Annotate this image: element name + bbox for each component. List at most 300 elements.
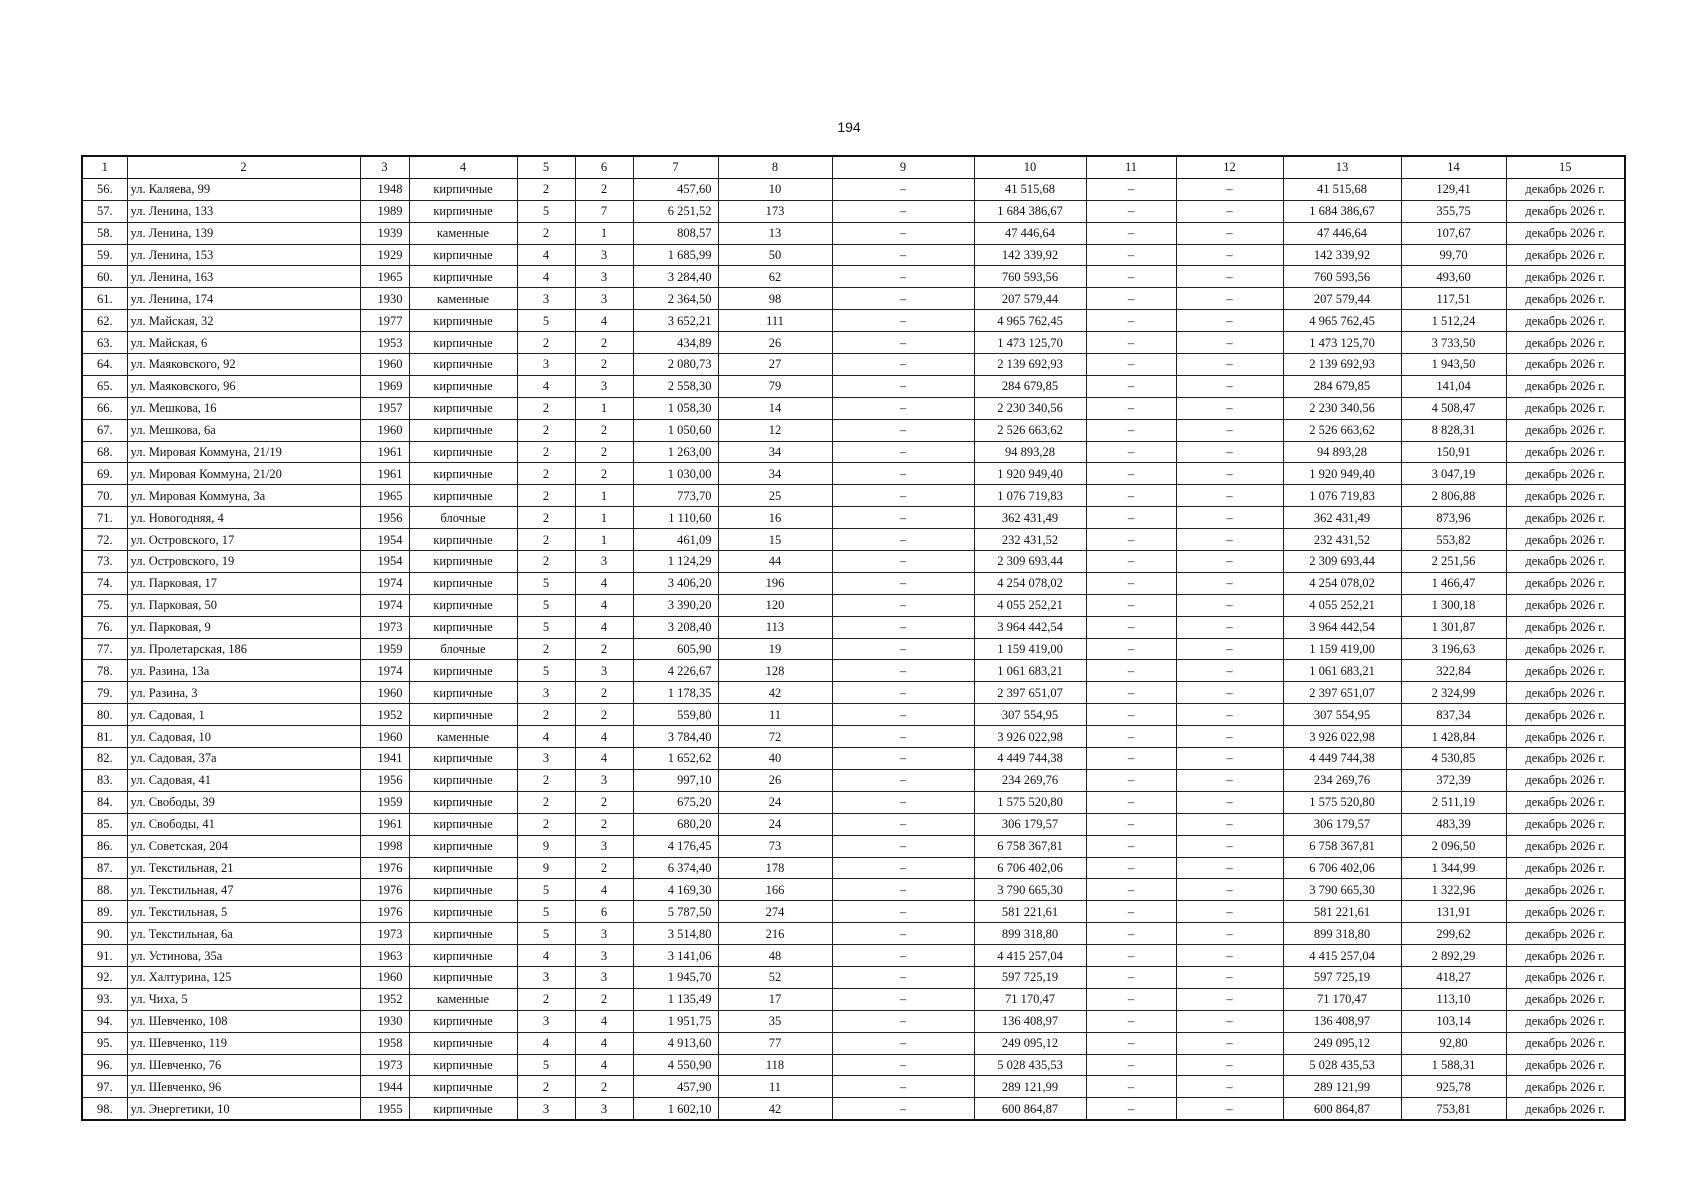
col-11-cell: – [1086, 988, 1176, 1010]
wall-material-cell: кирпичные [409, 769, 517, 791]
entrances-cell: 2 [575, 441, 633, 463]
deadline-cell: декабрь 2026 г. [1506, 879, 1625, 901]
entrances-cell: 1 [575, 222, 633, 244]
cost-col-13-cell: 289 121,99 [1283, 1076, 1401, 1098]
deadline-cell: декабрь 2026 г. [1506, 857, 1625, 879]
floors-cell: 3 [517, 1010, 575, 1032]
row-number-cell: 82. [82, 748, 127, 770]
cost-col-13-cell: 3 926 022,98 [1283, 726, 1401, 748]
col-9-cell: – [832, 397, 974, 419]
col-9-cell: – [832, 1010, 974, 1032]
table-row [82, 354, 1625, 376]
col-12-cell: – [1176, 1010, 1283, 1032]
area-cell: 6 251,52 [633, 200, 718, 222]
cost-col-13-cell: 6 758 367,81 [1283, 835, 1401, 857]
cost-col-13-cell: 2 139 692,93 [1283, 354, 1401, 376]
wall-material-cell: кирпичные [409, 1076, 517, 1098]
cost-per-unit-cell: 553,82 [1401, 529, 1506, 551]
deadline-cell: декабрь 2026 г. [1506, 966, 1625, 988]
col-12-cell: – [1176, 244, 1283, 266]
year-built-cell: 1960 [360, 682, 409, 704]
entrances-cell: 3 [575, 945, 633, 967]
year-built-cell: 1952 [360, 988, 409, 1010]
col-9-cell: – [832, 879, 974, 901]
col-12-cell: – [1176, 1032, 1283, 1054]
col-11-cell: – [1086, 419, 1176, 441]
wall-material-cell: кирпичные [409, 813, 517, 835]
area-cell: 4 176,45 [633, 835, 718, 857]
residents-cell: 11 [718, 704, 832, 726]
area-cell: 605,90 [633, 638, 718, 660]
residents-cell: 173 [718, 200, 832, 222]
col-11-cell: – [1086, 507, 1176, 529]
row-number-cell: 93. [82, 988, 127, 1010]
table-row [82, 769, 1625, 791]
wall-material-cell: кирпичные [409, 835, 517, 857]
wall-material-cell: кирпичные [409, 266, 517, 288]
cost-col-13-cell: 232 431,52 [1283, 529, 1401, 551]
deadline-cell: декабрь 2026 г. [1506, 1010, 1625, 1032]
entrances-cell: 3 [575, 551, 633, 573]
cost-col-13-cell: 47 446,64 [1283, 222, 1401, 244]
table-row [82, 441, 1625, 463]
residents-cell: 17 [718, 988, 832, 1010]
cost-col-13-cell: 5 028 435,53 [1283, 1054, 1401, 1076]
area-cell: 3 208,40 [633, 616, 718, 638]
col-11-cell: – [1086, 945, 1176, 967]
address-cell: ул. Садовая, 1 [127, 704, 360, 726]
table-row [82, 310, 1625, 332]
entrances-cell: 1 [575, 397, 633, 419]
col-11-cell: – [1086, 704, 1176, 726]
col-9-cell: – [832, 966, 974, 988]
floors-cell: 2 [517, 178, 575, 200]
cost-total-cell: 597 725,19 [974, 966, 1086, 988]
table-row [82, 529, 1625, 551]
cost-col-13-cell: 207 579,44 [1283, 288, 1401, 310]
cost-per-unit-cell: 117,51 [1401, 288, 1506, 310]
cost-col-13-cell: 597 725,19 [1283, 966, 1401, 988]
row-number-cell: 71. [82, 507, 127, 529]
row-number-cell: 87. [82, 857, 127, 879]
floors-cell: 3 [517, 288, 575, 310]
wall-material-cell: кирпичные [409, 966, 517, 988]
entrances-cell: 4 [575, 616, 633, 638]
row-number-cell: 66. [82, 397, 127, 419]
entrances-cell: 4 [575, 879, 633, 901]
area-cell: 2 558,30 [633, 375, 718, 397]
cost-col-13-cell: 1 473 125,70 [1283, 332, 1401, 354]
residents-cell: 42 [718, 682, 832, 704]
col-9-cell: – [832, 791, 974, 813]
cost-total-cell: 2 230 340,56 [974, 397, 1086, 419]
entrances-cell: 2 [575, 638, 633, 660]
col-9-cell: – [832, 200, 974, 222]
cost-per-unit-cell: 372,39 [1401, 769, 1506, 791]
col-9-cell: – [832, 660, 974, 682]
cost-total-cell: 4 254 078,02 [974, 572, 1086, 594]
residents-cell: 113 [718, 616, 832, 638]
cost-col-13-cell: 284 679,85 [1283, 375, 1401, 397]
row-number-cell: 58. [82, 222, 127, 244]
address-cell: ул. Маяковского, 96 [127, 375, 360, 397]
area-cell: 1 945,70 [633, 966, 718, 988]
col-12-cell: – [1176, 310, 1283, 332]
wall-material-cell: каменные [409, 726, 517, 748]
entrances-cell: 1 [575, 529, 633, 551]
area-cell: 1 110,60 [633, 507, 718, 529]
entrances-cell: 4 [575, 310, 633, 332]
cost-per-unit-cell: 4 508,47 [1401, 397, 1506, 419]
row-number-cell: 83. [82, 769, 127, 791]
address-cell: ул. Устинова, 35а [127, 945, 360, 967]
cost-col-13-cell: 2 397 651,07 [1283, 682, 1401, 704]
row-number-cell: 64. [82, 354, 127, 376]
year-built-cell: 1974 [360, 572, 409, 594]
year-built-cell: 1961 [360, 463, 409, 485]
cost-col-13-cell: 581 221,61 [1283, 901, 1401, 923]
cost-total-cell: 2 526 663,62 [974, 419, 1086, 441]
year-built-cell: 1960 [360, 419, 409, 441]
wall-material-cell: кирпичные [409, 1032, 517, 1054]
deadline-cell: декабрь 2026 г. [1506, 332, 1625, 354]
col-12-cell: – [1176, 835, 1283, 857]
cost-total-cell: 362 431,49 [974, 507, 1086, 529]
cost-total-cell: 4 449 744,38 [974, 748, 1086, 770]
wall-material-cell: кирпичные [409, 375, 517, 397]
cost-per-unit-cell: 2 511,19 [1401, 791, 1506, 813]
entrances-cell: 3 [575, 660, 633, 682]
entrances-cell: 3 [575, 835, 633, 857]
residents-cell: 72 [718, 726, 832, 748]
col-9-cell: – [832, 835, 974, 857]
residents-cell: 34 [718, 463, 832, 485]
col-9-cell: – [832, 988, 974, 1010]
residents-cell: 40 [718, 748, 832, 770]
wall-material-cell: кирпичные [409, 419, 517, 441]
address-cell: ул. Текстильная, 47 [127, 879, 360, 901]
column-header-8: 8 [718, 156, 832, 178]
address-cell: ул. Садовая, 37а [127, 748, 360, 770]
cost-per-unit-cell: 2 251,56 [1401, 551, 1506, 573]
cost-total-cell: 307 554,95 [974, 704, 1086, 726]
entrances-cell: 6 [575, 901, 633, 923]
col-11-cell: – [1086, 397, 1176, 419]
deadline-cell: декабрь 2026 г. [1506, 354, 1625, 376]
cost-col-13-cell: 760 593,56 [1283, 266, 1401, 288]
col-11-cell: – [1086, 923, 1176, 945]
col-11-cell: – [1086, 813, 1176, 835]
area-cell: 773,70 [633, 485, 718, 507]
cost-total-cell: 41 515,68 [974, 178, 1086, 200]
residents-cell: 111 [718, 310, 832, 332]
floors-cell: 5 [517, 616, 575, 638]
cost-per-unit-cell: 1 301,87 [1401, 616, 1506, 638]
cost-total-cell: 760 593,56 [974, 266, 1086, 288]
year-built-cell: 1957 [360, 397, 409, 419]
wall-material-cell: кирпичные [409, 572, 517, 594]
cost-col-13-cell: 71 170,47 [1283, 988, 1401, 1010]
column-header-4: 4 [409, 156, 517, 178]
col-11-cell: – [1086, 222, 1176, 244]
cost-total-cell: 1 061 683,21 [974, 660, 1086, 682]
deadline-cell: декабрь 2026 г. [1506, 178, 1625, 200]
address-cell: ул. Мешкова, 16 [127, 397, 360, 419]
area-cell: 4 169,30 [633, 879, 718, 901]
row-number-cell: 60. [82, 266, 127, 288]
entrances-cell: 4 [575, 748, 633, 770]
col-11-cell: – [1086, 310, 1176, 332]
column-header-5: 5 [517, 156, 575, 178]
col-11-cell: – [1086, 594, 1176, 616]
entrances-cell: 2 [575, 463, 633, 485]
col-12-cell: – [1176, 726, 1283, 748]
col-9-cell: – [832, 354, 974, 376]
cost-per-unit-cell: 3 196,63 [1401, 638, 1506, 660]
cost-total-cell: 94 893,28 [974, 441, 1086, 463]
cost-col-13-cell: 94 893,28 [1283, 441, 1401, 463]
address-cell: ул. Мировая Коммуна, 3а [127, 485, 360, 507]
table-row [82, 835, 1625, 857]
col-11-cell: – [1086, 1054, 1176, 1076]
cost-col-13-cell: 1 575 520,80 [1283, 791, 1401, 813]
row-number-cell: 89. [82, 901, 127, 923]
cost-per-unit-cell: 2 806,88 [1401, 485, 1506, 507]
entrances-cell: 3 [575, 923, 633, 945]
column-header-2: 2 [127, 156, 360, 178]
wall-material-cell: каменные [409, 222, 517, 244]
col-12-cell: – [1176, 616, 1283, 638]
col-9-cell: – [832, 1054, 974, 1076]
residents-cell: 166 [718, 879, 832, 901]
cost-per-unit-cell: 1 512,24 [1401, 310, 1506, 332]
col-9-cell: – [832, 616, 974, 638]
table-row [82, 288, 1625, 310]
table-row [82, 638, 1625, 660]
deadline-cell: декабрь 2026 г. [1506, 529, 1625, 551]
area-cell: 559,80 [633, 704, 718, 726]
address-cell: ул. Разина, 3 [127, 682, 360, 704]
col-12-cell: – [1176, 901, 1283, 923]
table-row [82, 594, 1625, 616]
entrances-cell: 1 [575, 507, 633, 529]
col-9-cell: – [832, 813, 974, 835]
row-number-cell: 96. [82, 1054, 127, 1076]
cost-col-13-cell: 41 515,68 [1283, 178, 1401, 200]
col-9-cell: – [832, 529, 974, 551]
entrances-cell: 2 [575, 682, 633, 704]
deadline-cell: декабрь 2026 г. [1506, 419, 1625, 441]
deadline-cell: декабрь 2026 г. [1506, 923, 1625, 945]
col-12-cell: – [1176, 200, 1283, 222]
table-row [82, 616, 1625, 638]
table-row [82, 572, 1625, 594]
col-11-cell: – [1086, 332, 1176, 354]
floors-cell: 2 [517, 813, 575, 835]
residents-cell: 118 [718, 1054, 832, 1076]
residents-cell: 42 [718, 1098, 832, 1120]
wall-material-cell: блочные [409, 507, 517, 529]
year-built-cell: 1952 [360, 704, 409, 726]
residents-cell: 34 [718, 441, 832, 463]
entrances-cell: 3 [575, 966, 633, 988]
address-cell: ул. Текстильная, 5 [127, 901, 360, 923]
cost-per-unit-cell: 837,34 [1401, 704, 1506, 726]
deadline-cell: декабрь 2026 г. [1506, 244, 1625, 266]
table-row [82, 463, 1625, 485]
area-cell: 461,09 [633, 529, 718, 551]
row-number-cell: 59. [82, 244, 127, 266]
col-11-cell: – [1086, 638, 1176, 660]
address-cell: ул. Ленина, 133 [127, 200, 360, 222]
wall-material-cell: кирпичные [409, 660, 517, 682]
cost-total-cell: 1 684 386,67 [974, 200, 1086, 222]
residents-cell: 13 [718, 222, 832, 244]
residents-cell: 19 [718, 638, 832, 660]
cost-per-unit-cell: 3 047,19 [1401, 463, 1506, 485]
area-cell: 4 913,60 [633, 1032, 718, 1054]
table-row [82, 988, 1625, 1010]
col-12-cell: – [1176, 879, 1283, 901]
floors-cell: 2 [517, 769, 575, 791]
col-12-cell: – [1176, 923, 1283, 945]
table-row [82, 397, 1625, 419]
col-9-cell: – [832, 551, 974, 573]
residents-cell: 26 [718, 332, 832, 354]
cost-per-unit-cell: 1 943,50 [1401, 354, 1506, 376]
address-cell: ул. Новогодняя, 4 [127, 507, 360, 529]
table-row [82, 551, 1625, 573]
cost-per-unit-cell: 3 733,50 [1401, 332, 1506, 354]
row-number-cell: 70. [82, 485, 127, 507]
area-cell: 4 226,67 [633, 660, 718, 682]
page-number: 194 [837, 119, 861, 135]
col-11-cell: – [1086, 1098, 1176, 1120]
table-row [82, 901, 1625, 923]
year-built-cell: 1961 [360, 813, 409, 835]
entrances-cell: 3 [575, 375, 633, 397]
address-cell: ул. Советская, 204 [127, 835, 360, 857]
col-11-cell: – [1086, 901, 1176, 923]
row-number-cell: 75. [82, 594, 127, 616]
col-9-cell: – [832, 857, 974, 879]
col-11-cell: – [1086, 354, 1176, 376]
col-11-cell: – [1086, 879, 1176, 901]
table-row [82, 857, 1625, 879]
cost-col-13-cell: 1 159 419,00 [1283, 638, 1401, 660]
col-9-cell: – [832, 923, 974, 945]
row-number-cell: 98. [82, 1098, 127, 1120]
wall-material-cell: кирпичные [409, 441, 517, 463]
area-cell: 457,60 [633, 178, 718, 200]
cost-per-unit-cell: 355,75 [1401, 200, 1506, 222]
floors-cell: 2 [517, 332, 575, 354]
deadline-cell: декабрь 2026 г. [1506, 222, 1625, 244]
year-built-cell: 1960 [360, 354, 409, 376]
address-cell: ул. Садовая, 10 [127, 726, 360, 748]
row-number-cell: 69. [82, 463, 127, 485]
cost-col-13-cell: 2 230 340,56 [1283, 397, 1401, 419]
year-built-cell: 1930 [360, 1010, 409, 1032]
col-12-cell: – [1176, 813, 1283, 835]
wall-material-cell: кирпичные [409, 594, 517, 616]
entrances-cell: 4 [575, 594, 633, 616]
table-row [82, 507, 1625, 529]
cost-per-unit-cell: 322,84 [1401, 660, 1506, 682]
col-12-cell: – [1176, 1098, 1283, 1120]
entrances-cell: 3 [575, 266, 633, 288]
deadline-cell: декабрь 2026 г. [1506, 945, 1625, 967]
area-cell: 1 124,29 [633, 551, 718, 573]
wall-material-cell: кирпичные [409, 397, 517, 419]
cost-per-unit-cell: 873,96 [1401, 507, 1506, 529]
cost-total-cell: 284 679,85 [974, 375, 1086, 397]
cost-total-cell: 136 408,97 [974, 1010, 1086, 1032]
entrances-cell: 2 [575, 791, 633, 813]
wall-material-cell: кирпичные [409, 945, 517, 967]
header-row [82, 156, 1625, 178]
area-cell: 1 951,75 [633, 1010, 718, 1032]
col-12-cell: – [1176, 354, 1283, 376]
col-12-cell: – [1176, 266, 1283, 288]
col-11-cell: – [1086, 835, 1176, 857]
wall-material-cell: кирпичные [409, 923, 517, 945]
floors-cell: 2 [517, 463, 575, 485]
residents-cell: 27 [718, 354, 832, 376]
residents-cell: 79 [718, 375, 832, 397]
residents-cell: 25 [718, 485, 832, 507]
deadline-cell: декабрь 2026 г. [1506, 485, 1625, 507]
table-row [82, 1098, 1625, 1120]
deadline-cell: декабрь 2026 г. [1506, 1076, 1625, 1098]
year-built-cell: 1998 [360, 835, 409, 857]
year-built-cell: 1965 [360, 266, 409, 288]
row-number-cell: 90. [82, 923, 127, 945]
residents-cell: 14 [718, 397, 832, 419]
col-11-cell: – [1086, 288, 1176, 310]
table-row [82, 222, 1625, 244]
cost-col-13-cell: 249 095,12 [1283, 1032, 1401, 1054]
wall-material-cell: кирпичные [409, 178, 517, 200]
cost-total-cell: 6 758 367,81 [974, 835, 1086, 857]
entrances-cell: 4 [575, 572, 633, 594]
cost-total-cell: 3 964 442,54 [974, 616, 1086, 638]
cost-per-unit-cell: 2 324,99 [1401, 682, 1506, 704]
cost-col-13-cell: 6 706 402,06 [1283, 857, 1401, 879]
deadline-cell: декабрь 2026 г. [1506, 375, 1625, 397]
table-row [82, 704, 1625, 726]
area-cell: 434,89 [633, 332, 718, 354]
floors-cell: 9 [517, 857, 575, 879]
year-built-cell: 1960 [360, 966, 409, 988]
col-9-cell: – [832, 1076, 974, 1098]
col-12-cell: – [1176, 1054, 1283, 1076]
table-row [82, 419, 1625, 441]
cost-total-cell: 47 446,64 [974, 222, 1086, 244]
row-number-cell: 94. [82, 1010, 127, 1032]
cost-per-unit-cell: 150,91 [1401, 441, 1506, 463]
year-built-cell: 1955 [360, 1098, 409, 1120]
col-11-cell: – [1086, 529, 1176, 551]
row-number-cell: 92. [82, 966, 127, 988]
column-header-6: 6 [575, 156, 633, 178]
cost-col-13-cell: 1 061 683,21 [1283, 660, 1401, 682]
deadline-cell: декабрь 2026 г. [1506, 507, 1625, 529]
area-cell: 1 050,60 [633, 419, 718, 441]
address-cell: ул. Разина, 13а [127, 660, 360, 682]
col-9-cell: – [832, 748, 974, 770]
col-9-cell: – [832, 266, 974, 288]
